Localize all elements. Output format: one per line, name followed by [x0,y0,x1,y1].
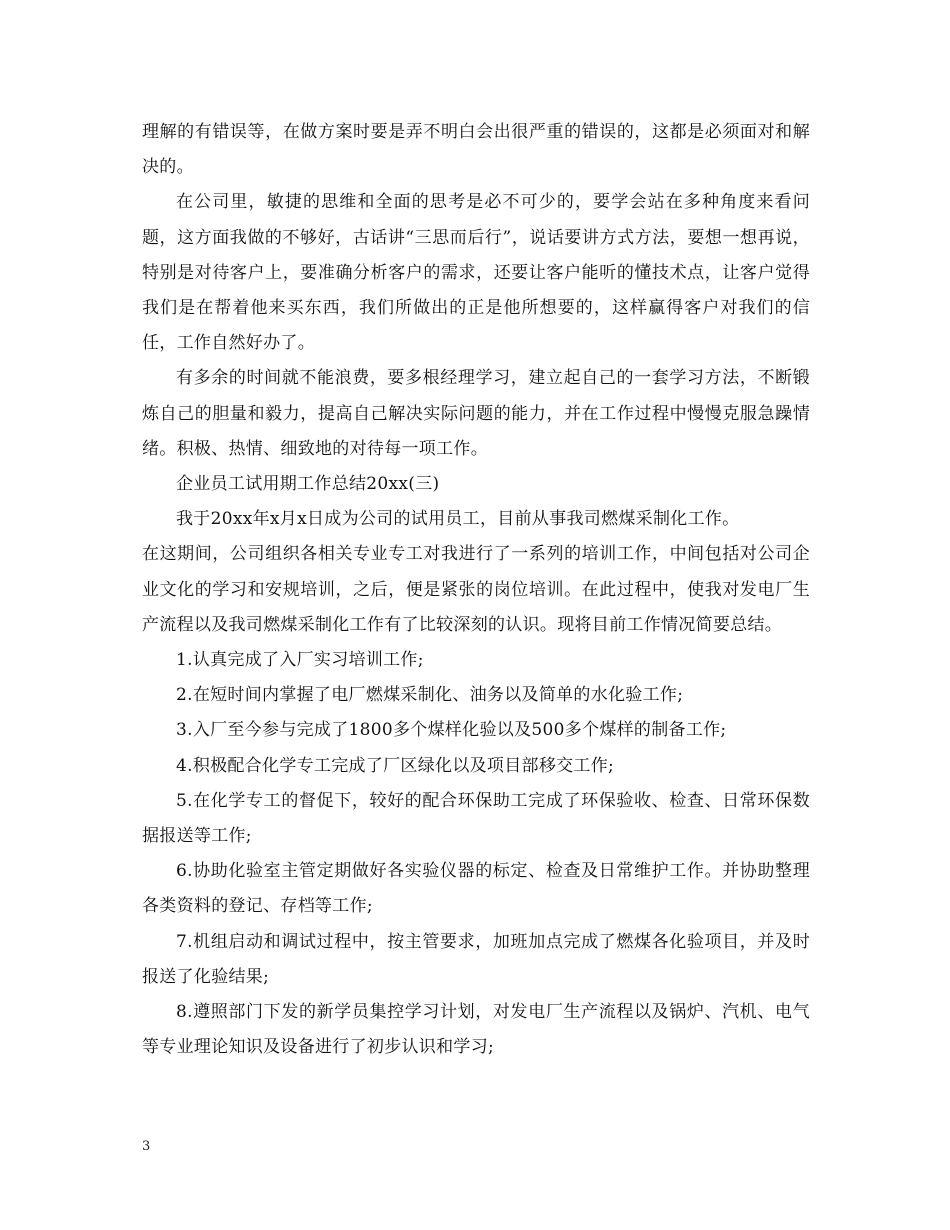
list-item: 6.协助化验室主管定期做好各实验仪器的标定、检查及日常维护工作。并协助整理各类资料的登记、存档等工作; [142,861,810,917]
paragraph: 在这期间，公司组织各相关专业专工对我进行了一系列的培训工作，中间包括对公司企业文化的学习和安规培训，之后，便是紧张的岗位培训。在此过程中，使我对发电厂生产流程以及我司燃煤采制化工作有了比较深刻的认识。现将目前工作情况简要总结。 [142,544,810,635]
list-item: 2.在短时间内掌握了电厂燃煤采制化、油务以及简单的水化验工作; [176,685,684,706]
section-heading: 企业员工试用期工作总结20xx(三) [176,474,440,495]
list-item: 7.机组启动和调试过程中，按主管要求，加班加点完成了燃煤各化验项目，并及时报送了化验结果; [142,931,810,987]
page-number: 3 [142,1139,151,1154]
paragraph: 我于20xx年x月x日成为公司的试用员工，目前从事我司燃煤采制化工作。 [176,509,740,530]
paragraph: 理解的有错误等，在做方案时要是弄不明白会出很严重的错误的，这都是必须面对和解决的。 [142,122,810,178]
paragraph: 在公司里，敏捷的思维和全面的思考是必不可少的，要学会站在多种角度来看问题，这方面我做的不够好，古话讲“三思而后行”，说话要讲方式方法，要想一想再说，特别是对待客户上，要准确分析客户的需求，还要让客户能听的懂技术点，让客户觉得我们是在帮着他来买东西，我们所做出的正是他所想要的，这样赢得客户对我们的信任，工作自然好办了。 [142,192,810,354]
document-body [142,115,810,1065]
list-item: 3.入厂至今参与完成了1800多个煤样化验以及500多个煤样的制备工作; [176,720,727,741]
paragraph: 有多余的时间就不能浪费，要多根经理学习，建立起自己的一套学习方法，不断锻炼自己的胆量和毅力，提高自己解决实际问题的能力，并在工作过程中慢慢克服急躁情绪。积极、热情、细致地的对待每一项工作。 [142,368,810,459]
list-item: 5.在化学专工的督促下，较好的配合环保助工完成了环保验收、检查、日常环保数据报送等工作; [142,790,810,847]
list-item: 4.积极配合化学专工完成了厂区绿化以及项目部移交工作; [176,755,615,776]
list-item: 1.认真完成了入厂实习培训工作; [176,650,424,671]
list-item: 8.遵照部门下发的新学员集控学习计划，对发电厂生产流程以及锅炉、汽机、电气等专业理论知识及设备进行了初步认识和学习; [142,1002,810,1058]
